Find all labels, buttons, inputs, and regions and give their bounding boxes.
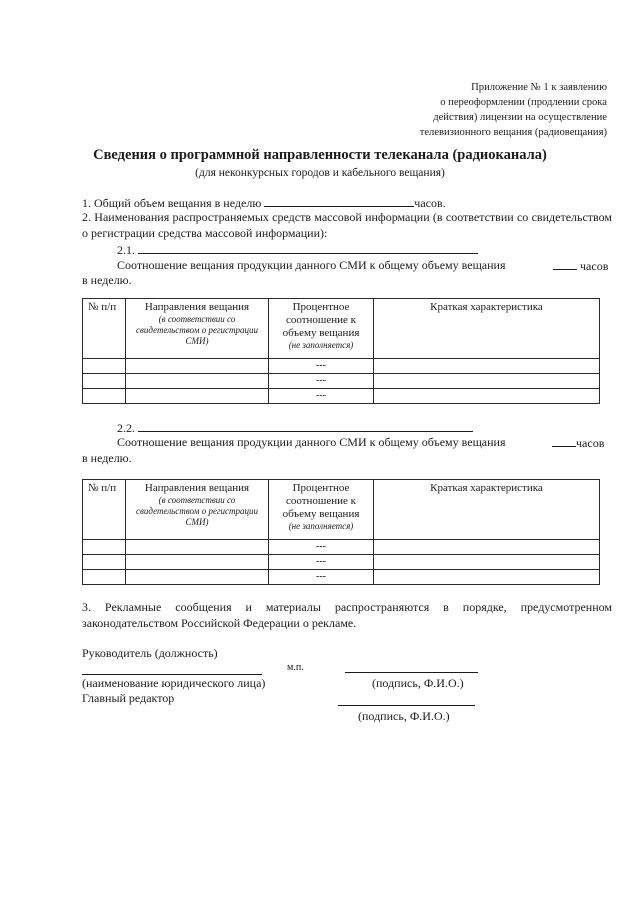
appendix-line: телевизионного вещания (радиовещания) bbox=[419, 127, 607, 138]
appendix-line: о переоформлении (продлении срока bbox=[440, 97, 607, 108]
item-1-label: 1. Общий объем вещания в неделю bbox=[82, 196, 262, 210]
table-row bbox=[83, 374, 600, 389]
col-num-header: № п/п bbox=[88, 301, 117, 313]
broadcast-table-2 bbox=[82, 479, 600, 585]
percent-cell: --- bbox=[269, 570, 374, 585]
percent-cell: --- bbox=[269, 374, 374, 389]
media-1-number: 2.1. bbox=[117, 243, 135, 257]
signature-line-1 bbox=[345, 672, 478, 673]
item-1 bbox=[82, 195, 446, 211]
col-directions-note: (в соответствии со свидетельством о регистрации СМИ) bbox=[136, 314, 258, 346]
appendix-note bbox=[377, 80, 607, 140]
media-1-hours-label: часов bbox=[580, 259, 609, 273]
chief-editor-label: Главный редактор bbox=[82, 691, 175, 705]
seal-mark: м.п. bbox=[287, 662, 304, 673]
document-subtitle: (для неконкурсных городов и кабельного вещания) bbox=[195, 167, 445, 179]
signature-caption-2: (подпись, Ф.И.О.) bbox=[358, 709, 450, 723]
head-position-label: Руководитель (должность) bbox=[82, 646, 218, 660]
appendix-line: Приложение № 1 к заявлению bbox=[471, 82, 607, 93]
media-2-name-blank bbox=[138, 420, 473, 432]
percent-cell: --- bbox=[269, 540, 374, 555]
org-name-caption: (наименование юридического лица) bbox=[82, 676, 266, 690]
table-header-row bbox=[83, 480, 600, 540]
col-percent-note: (не заполняется) bbox=[288, 521, 354, 531]
media-2-number: 2.2. bbox=[117, 421, 135, 435]
table-row bbox=[83, 389, 600, 404]
org-name-line bbox=[82, 674, 262, 675]
media-2-hours-blank bbox=[552, 435, 576, 447]
item-1-suffix: часов. bbox=[414, 196, 446, 210]
percent-cell: --- bbox=[269, 389, 374, 404]
col-directions-header: Направления вещания bbox=[144, 301, 250, 313]
appendix-line: действия) лицензии на осуществление bbox=[433, 112, 607, 123]
table-header-row bbox=[83, 299, 600, 359]
col-directions-note: (в соответствии со свидетельством о регистрации СМИ) bbox=[136, 495, 258, 527]
media-1-ratio-tail: в неделю. bbox=[82, 273, 132, 287]
document-title: Сведения о программной направленности телеканала (радиоканала) bbox=[93, 147, 547, 163]
table-row bbox=[83, 540, 600, 555]
media-1-name-blank bbox=[138, 242, 478, 254]
media-1-hours-blank bbox=[553, 258, 577, 270]
media-2-ratio-tail: в неделю. bbox=[82, 451, 132, 465]
col-description-header: Краткая характеристика bbox=[430, 301, 543, 313]
col-percent-header: Процентное соотношение к объему вещания bbox=[282, 482, 360, 520]
media-1-ratio bbox=[117, 258, 612, 273]
col-description-header: Краткая характеристика bbox=[430, 482, 543, 494]
media-2-ratio bbox=[117, 435, 612, 450]
table-row bbox=[83, 359, 600, 374]
col-num-header: № п/п bbox=[88, 482, 117, 494]
col-directions-header: Направления вещания bbox=[144, 482, 250, 494]
signature-caption-1: (подпись, Ф.И.О.) bbox=[372, 676, 464, 690]
table-row bbox=[83, 555, 600, 570]
media-2-number-row bbox=[117, 420, 473, 436]
weekly-volume-blank bbox=[264, 195, 414, 207]
percent-cell: --- bbox=[269, 555, 374, 570]
media-1-ratio-label: Соотношение вещания продукции данного СМИ к общему объему вещания bbox=[117, 258, 506, 272]
table-row bbox=[83, 570, 600, 585]
percent-cell: --- bbox=[269, 359, 374, 374]
media-1-number-row bbox=[117, 242, 478, 258]
item-2: 2. Наименования распространяемых средств массовой информации (в соответствии со свидетельством о регистрации средства массовой информации): bbox=[82, 210, 612, 240]
media-2-ratio-label: Соотношение вещания продукции данного СМИ к общему объему вещания bbox=[117, 435, 506, 449]
col-percent-note: (не заполняется) bbox=[288, 340, 354, 350]
signature-line-2 bbox=[338, 705, 475, 706]
broadcast-table-1 bbox=[82, 298, 600, 404]
col-percent-header: Процентное соотношение к объему вещания bbox=[282, 301, 360, 339]
media-2-hours-label: часов bbox=[576, 436, 605, 450]
item-3: 3. Рекламные сообщения и материалы распространяются в порядке, предусмотренном законодательством Российской Федерации о рекламе. bbox=[82, 600, 612, 630]
